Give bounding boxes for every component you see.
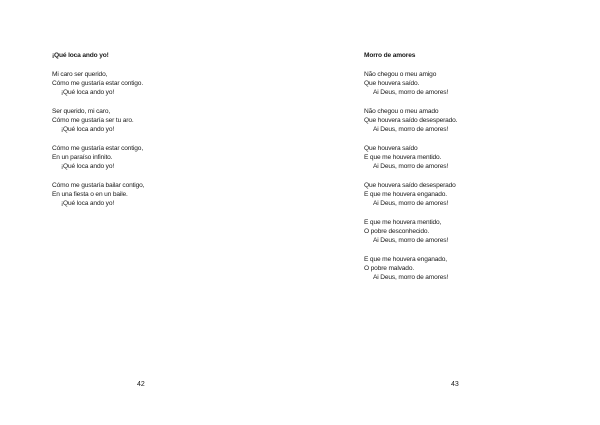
verse-line: Cómo me gustaría ser tu aro.	[52, 117, 134, 124]
verse-line: O pobre malvado.	[364, 265, 415, 272]
refrain-line: ¡Qué loca ando yo!	[61, 200, 115, 207]
stanza	[52, 70, 144, 97]
verse-line: En un paraíso infinito.	[52, 154, 113, 161]
verse-line: Ser querido, mi caro,	[52, 108, 111, 115]
refrain-line: Ai Deus, morro de amores!	[373, 200, 449, 207]
stanza	[364, 181, 457, 208]
page-number: 43	[451, 381, 459, 388]
refrain-line: Ai Deus, morro de amores!	[373, 126, 449, 133]
stanza	[364, 255, 457, 282]
poem-title: Morro de amores	[364, 52, 416, 59]
verse-line: En una fiesta o en un baile.	[52, 191, 128, 198]
poem-right	[364, 51, 457, 292]
stanza	[364, 144, 457, 171]
right-page	[300, 0, 600, 425]
page-number: 42	[137, 381, 145, 388]
refrain-line: Ai Deus, morro de amores!	[373, 163, 449, 170]
verse-line: Que houvera saído	[364, 145, 418, 152]
verse-line: Cómo me gustaría estar contigo.	[52, 80, 144, 87]
stanza	[364, 107, 457, 134]
refrain-line: Ai Deus, morro de amores!	[373, 274, 449, 281]
stanza	[364, 70, 457, 97]
stanza	[52, 107, 144, 134]
verse-line: E que me houvera mentido.	[364, 154, 442, 161]
stanza	[364, 218, 457, 245]
refrain-line: ¡Qué loca ando yo!	[61, 126, 115, 133]
verse-line: O pobre desconhecido.	[364, 228, 430, 235]
verse-line: Não chegou o meu amado	[364, 108, 439, 115]
stanza	[52, 181, 144, 208]
refrain-line: Ai Deus, morro de amores!	[373, 89, 449, 96]
verse-line: Cómo me gustaría estar contigo,	[52, 145, 144, 152]
verse-line: Que houvera saído.	[364, 80, 420, 87]
poem-left	[52, 51, 144, 218]
refrain-line: ¡Qué loca ando yo!	[61, 163, 115, 170]
verse-line: E que me houvera enganado,	[364, 256, 447, 263]
verse-line: Que houvera saído desesperado.	[364, 117, 458, 124]
verse-line: E que me houvera enganado.	[364, 191, 447, 198]
verse-line: Que houvera saído desesperado	[364, 182, 456, 189]
stanza	[52, 144, 144, 171]
verse-line: Não chegou o meu amigo	[364, 71, 437, 78]
refrain-line: Ai Deus, morro de amores!	[373, 237, 449, 244]
refrain-line: ¡Qué loca ando yo!	[61, 89, 115, 96]
verse-line: E que me houvera mentido,	[364, 219, 442, 226]
poem-title: ¡Qué loca ando yo!	[52, 52, 109, 59]
verse-line: Mi caro ser querido,	[52, 71, 108, 78]
verse-line: Cómo me gustaría bailar contigo,	[52, 182, 145, 189]
